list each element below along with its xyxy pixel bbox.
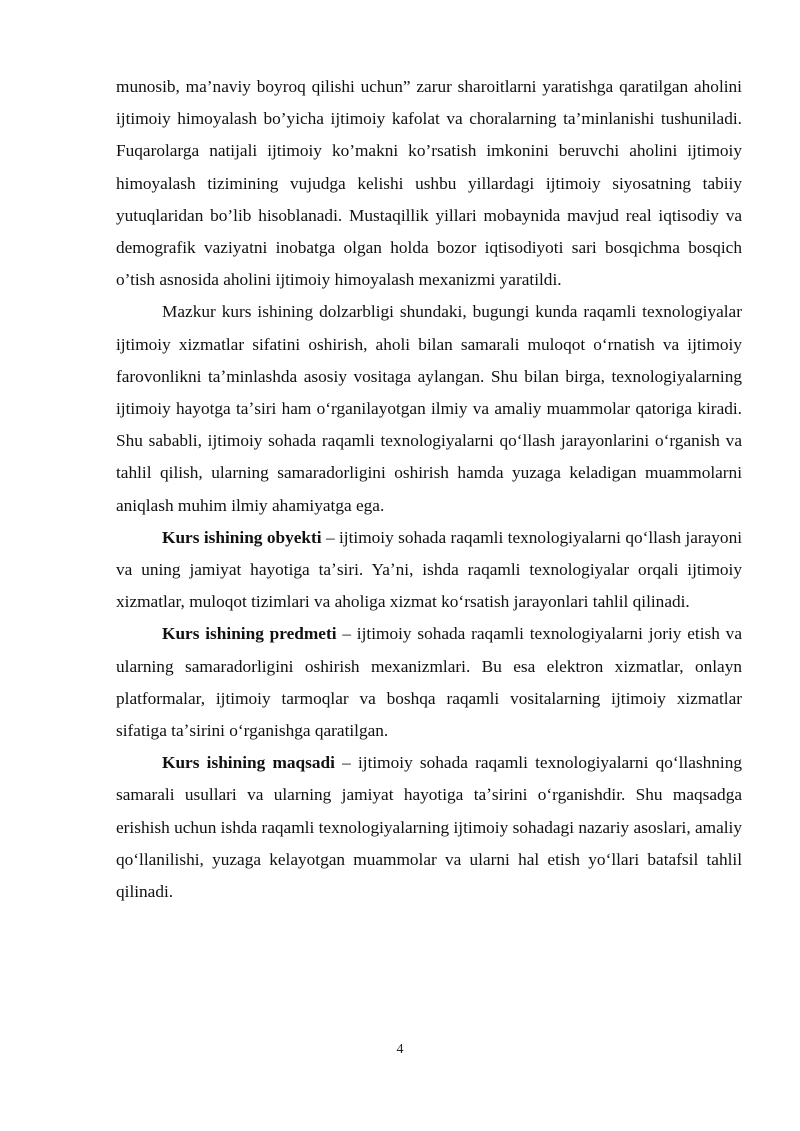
paragraph-lead-subject: Kurs ishining predmeti <box>162 624 337 644</box>
paragraph-text: – ijtimoiy sohada raqamli texnologiyalarni qoʻllashning samarali usullari va ularning jamiyat hayotiga taʼsirini oʻrganishdir. Shu maqsadga erishish uchun ishda raqamli texnologiyalarning ijtimoiy sohadagi nazariy asoslari, amaliy qoʻllanilishi, yuzaga kelayotgan muammolar va ularni hal etish yoʻllari batafsil tahlil qilinadi. <box>116 753 742 902</box>
paragraph-text: munosib, ma’naviy boyroq qilishi uchun” zarur sharoitlarni yaratishga qaratilgan aholini ijtimoiy himoyalash bo’yicha ijtimoiy kafolat va choralarning ta’minlanishi tushuniladi. Fuqarolarga natijali ijtimoiy ko’makni ko’rsatish imkonini beruvchi aholini ijtimoiy himoyalash tizimining vujudga kelishi ushbu yillardagi ijtimoiy siyosatning tabiiy yutuqlaridan bo’lib hisoblanadi. Mustaqillik yillari mobaynida mavjud real iqtisodiy va demografik vaziyatni inobatga olgan holda bozor iqtisodiyoti sari bosqichma bosqich o’tish asnosida aholini ijtimoiy himoyalash mexanizmi yaratildi. <box>116 77 742 290</box>
paragraph-continuation <box>116 71 742 296</box>
paragraph-goal <box>116 747 742 908</box>
paragraph-text: – ijtimoiy sohada raqamli texnologiyalarni qoʻllash jarayoni va uning jamiyat hayotiga taʼsiri. Yaʼni, ishda raqamli texnologiyalar orqali ijtimoiy xizmatlar, muloqot tizimlari va aholiga xizmat koʻrsatish jarayonlari tahlil qilinadi. <box>116 527 743 612</box>
paragraph-text: – ijtimoiy sohada raqamli texnologiyalarni joriy etish va ularning samaradorligini oshirish mexanizmlari. Bu esa elektron xizmatlar, onlayn platformalar, ijtimoiy tarmoqlar va boshqa raqamli vositalarning ijtimoiy xizmatlar sifatiga taʼsirini oʻrganishga qaratilgan. <box>116 624 742 741</box>
paragraph-lead-object: Kurs ishining obyekti <box>162 527 322 547</box>
paragraph-relevance <box>116 296 742 521</box>
paragraph-text: Mazkur kurs ishining dolzarbligi shundaki, bugungi kunda raqamli texnologiyalar ijtimoiy xizmatlar sifatini oshirish, aholi bilan samarali muloqot oʻrnatish va ijtimoiy farovonlikni taʼminlashda asosiy vositaga aylangan. Shu bilan birga, texnologiyalarning ijtimoiy hayotga taʼsiri ham oʻrganilayotgan ilmiy va amaliy muammolar qatoriga kiradi. Shu sababli, ijtimoiy sohada raqamli texnologiyalarni qoʻllash jarayonlarini oʻrganish va tahlil qilish, ularning samaradorligini oshirish hamda yuzaga keladigan muammolarni aniqlash muhim ilmiy ahamiyatga ega. <box>116 302 742 515</box>
page-number: 4 <box>396 1042 404 1057</box>
paragraph-subject <box>116 618 742 747</box>
body-text <box>116 71 742 908</box>
paragraph-object <box>116 522 742 619</box>
paragraph-lead-goal: Kurs ishining maqsadi <box>162 753 335 773</box>
